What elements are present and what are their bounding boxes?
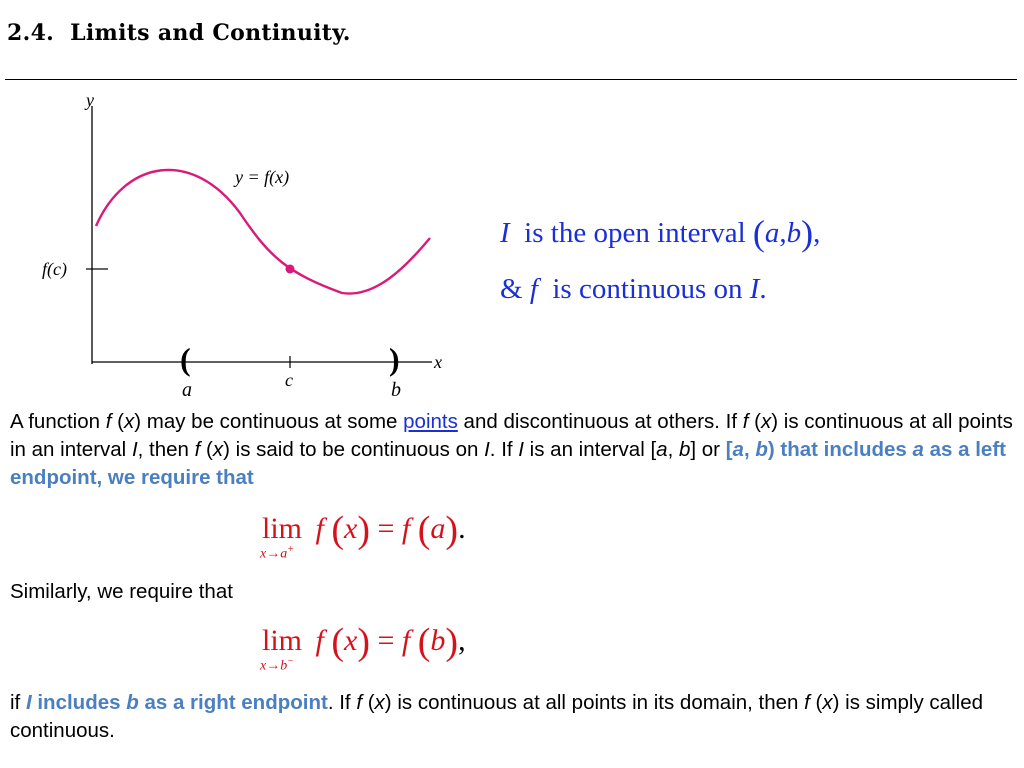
paren: (	[331, 621, 345, 663]
p3-var: x	[374, 691, 385, 714]
p1-text: is an interval [	[523, 438, 657, 461]
right-bracket: )	[389, 341, 400, 377]
interval-I: I	[500, 217, 510, 249]
eq-f: f	[401, 512, 411, 545]
hl-var: b	[126, 691, 139, 714]
paren: )	[445, 509, 459, 551]
p3-var: f	[356, 691, 363, 714]
p1-var: x	[123, 410, 135, 433]
p3-text: ) is simply called continuous.	[10, 691, 983, 742]
p1-text: ,	[667, 438, 679, 461]
interval-I-2: I	[749, 273, 760, 305]
p1-var: a	[656, 438, 668, 461]
p3-text: . If	[327, 691, 357, 714]
x-axis-label: x	[434, 352, 442, 372]
hl-text: [	[725, 438, 733, 461]
p1-var: I	[131, 438, 138, 461]
hl-var: a	[732, 438, 744, 461]
p1-text: , then	[137, 438, 195, 461]
points-link[interactable]: points	[403, 410, 458, 433]
section-title: Limits and Continuity.	[70, 20, 351, 46]
p3-text: (	[362, 691, 375, 714]
hl-text: as a left endpoint, we require that	[10, 438, 1006, 489]
lim-text: lim	[262, 624, 303, 657]
fc-label: f(c)	[42, 259, 67, 279]
statement-text-1: is the open interval	[524, 217, 746, 249]
p1-var: x	[761, 410, 772, 433]
p1-var: I	[484, 438, 490, 461]
hl-text: ,	[743, 438, 756, 461]
paren: (	[417, 509, 431, 551]
p3-var: f	[804, 691, 810, 714]
equation-left-limit	[260, 508, 466, 562]
eq-sign: =	[377, 624, 395, 657]
continuity-graph	[30, 88, 460, 408]
p1-text: (	[748, 410, 761, 433]
statement-line1-end: ,	[813, 217, 821, 249]
hl-var: b	[755, 438, 768, 461]
curve-label: y = f(x)	[235, 167, 290, 187]
p1-var: f	[742, 410, 749, 433]
interval-comma: ,	[779, 217, 787, 249]
p1-var: b	[678, 438, 691, 461]
p1-var: I	[518, 438, 524, 461]
close-paren: )	[801, 213, 814, 253]
p3-text: (	[809, 691, 823, 714]
p1-text: (	[111, 410, 124, 433]
p1-text: . If	[489, 438, 519, 461]
p1-text: and discontinuous at others. If	[457, 410, 743, 433]
function-f: f	[529, 273, 538, 305]
endpoint-a: a	[764, 217, 780, 249]
hl-text: includes	[31, 691, 127, 714]
endpoint-b: b	[786, 217, 802, 249]
paren: )	[445, 621, 459, 663]
eq-sign: =	[377, 512, 395, 545]
left-bracket: (	[180, 341, 191, 377]
lim-subscript	[260, 656, 294, 675]
eq-end: ,	[458, 624, 466, 657]
paragraph-2	[10, 578, 1015, 606]
eq-x: x	[344, 512, 358, 545]
paragraph-1	[10, 408, 1015, 492]
open-paren: (	[752, 213, 765, 253]
tick-label-c: c	[285, 370, 293, 390]
paren: )	[357, 509, 370, 551]
eq-a: a	[430, 512, 446, 545]
eq-end: .	[458, 512, 466, 545]
ampersand: &	[500, 273, 523, 305]
p3-text: if	[10, 691, 26, 714]
section-heading	[7, 20, 351, 46]
p1-var: f	[105, 410, 112, 433]
statement-line2-end: .	[759, 273, 767, 305]
paragraph-3	[10, 689, 1015, 745]
function-curve	[96, 170, 430, 294]
eq-f: f	[401, 624, 411, 657]
p1-text: ) is continuous at all points in an interval	[10, 410, 1013, 461]
p1-text: (	[200, 438, 213, 461]
paren: (	[331, 509, 345, 551]
p1-text: ) is said to be continuous on	[223, 438, 485, 461]
p3-var: x	[822, 691, 833, 714]
interval-statement	[500, 205, 820, 317]
paren: (	[417, 621, 431, 663]
sub-sup: −	[287, 656, 294, 667]
eq-x: x	[344, 624, 358, 657]
lim-text: lim	[262, 512, 303, 545]
statement-line-2	[500, 261, 820, 317]
p1-var: x	[212, 438, 224, 461]
header-divider	[5, 79, 1017, 80]
p1-var: f	[194, 438, 201, 461]
equation-right-limit	[260, 620, 466, 674]
p1-text: ) may be continuous at some	[134, 410, 404, 433]
tick-label-b: b	[391, 379, 401, 401]
statement-line-1	[500, 205, 820, 261]
lim-subscript	[260, 544, 294, 563]
eq-b: b	[430, 624, 446, 657]
point-c	[286, 265, 295, 274]
hl-text: as a right endpoint	[138, 691, 328, 714]
y-axis-label: y	[86, 90, 94, 110]
p1-text: A function	[10, 410, 106, 433]
paren: )	[357, 621, 370, 663]
section-number: 2.4.	[7, 20, 55, 46]
sub-var: x→a	[260, 546, 288, 562]
lim-operator	[260, 624, 303, 674]
hl-var: a	[912, 438, 924, 461]
hl-text: ) that includes	[767, 438, 913, 461]
p3-highlight	[26, 691, 328, 714]
p2-text: Similarly, we require that	[10, 580, 233, 603]
eq-f: f	[315, 624, 324, 657]
sub-sup: +	[287, 544, 294, 555]
p1-text: ] or	[690, 438, 726, 461]
lim-operator	[260, 512, 303, 562]
eq-f: f	[315, 512, 324, 545]
p3-text: ) is continuous at all points in its domain, then	[384, 691, 805, 714]
statement-text-2: is continuous on	[552, 273, 743, 305]
hl-var: I	[25, 691, 32, 714]
sub-var: x→b	[260, 658, 288, 674]
tick-label-a: a	[182, 379, 192, 401]
